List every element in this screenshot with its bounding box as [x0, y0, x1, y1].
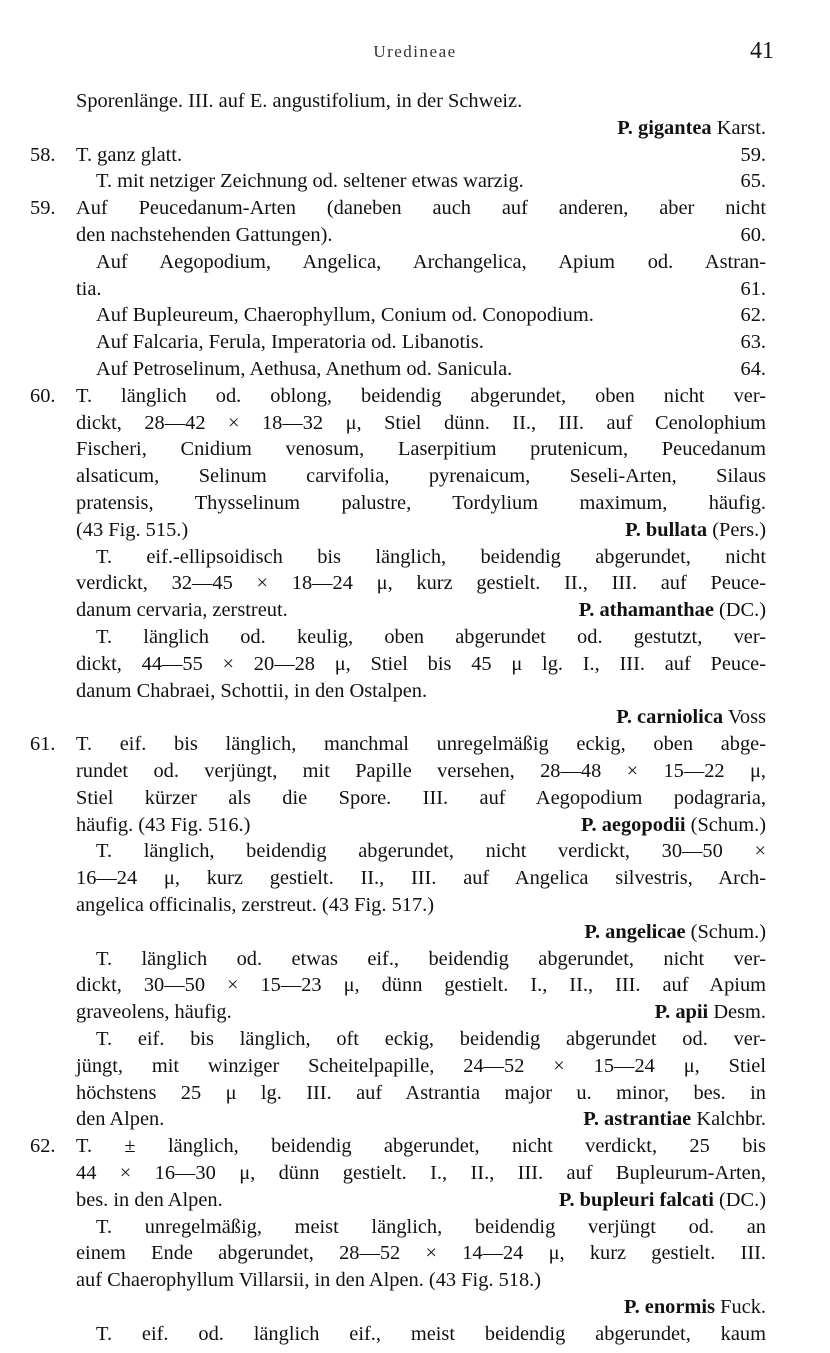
- line-text: T. eif. od. länglich eif., meist beidendig abgerundet, kaum: [96, 1322, 766, 1345]
- line-text: graveolens, häufig.: [76, 1001, 232, 1024]
- line-text: T. länglich od. keulig, oben abgerundet od. gestutzt, ver-: [96, 626, 766, 648]
- line-text: (43 Fig. 515.): [76, 518, 189, 541]
- text-line: [76, 972, 766, 998]
- text-line: [96, 249, 766, 275]
- line-text: auf Chaerophyllum Villarsii, in den Alpen. (43 Fig. 518.): [76, 1269, 542, 1292]
- text-line: [76, 410, 766, 436]
- text-line: [76, 865, 766, 891]
- key-reference: 63.: [740, 331, 766, 354]
- text-line: [96, 838, 766, 864]
- page-number: 41: [750, 38, 774, 64]
- text-line: [96, 1321, 766, 1347]
- line-text: jüngt, mit winziger Scheitelpapille, 24—52 × 15—24 μ, Stiel: [76, 1054, 766, 1077]
- line-text: T. eif. bis länglich, manchmal unregelmäßig eckig, oben abge-: [76, 733, 766, 756]
- species-binomial: P. gigantea: [617, 116, 712, 139]
- text-line: [76, 1240, 766, 1266]
- text-line: [76, 812, 766, 838]
- text-line: [76, 1053, 766, 1079]
- running-header: [0, 40, 830, 64]
- line-text: T. eif. bis länglich, oft eckig, beidendig abgerundet od. ver-: [96, 1028, 766, 1050]
- species-binomial: P. aegopodii: [580, 813, 686, 836]
- species-binomial: P. astrantiae: [583, 1108, 692, 1131]
- line-text: alsaticum, Selinum carvifolia, pyrenaicum, Seseli-Arten, Silaus: [76, 465, 766, 488]
- text-line: [76, 517, 766, 543]
- species-binomial: P. angelicae: [584, 920, 686, 943]
- species-name: P. angelicae (Schum.): [584, 920, 766, 943]
- text-line: [76, 436, 766, 462]
- species-name: P. gigantea Karst.: [617, 116, 766, 139]
- text-line: [76, 785, 766, 811]
- key-number: 59.: [30, 197, 56, 220]
- text-line: [76, 463, 766, 489]
- species-binomial: P. carniolica: [616, 706, 724, 729]
- text-line: [96, 1026, 766, 1052]
- species-name: P. athamanthae (DC.): [578, 599, 766, 622]
- text-line: [96, 1214, 766, 1240]
- text-line: [96, 329, 766, 355]
- species-name: P. enormis Fuck.: [624, 1296, 766, 1318]
- line-text: dickt, 28—42 × 18—32 μ, Stiel dünn. II., III. auf Cenolophium: [76, 411, 766, 434]
- line-text: T. ganz glatt.: [76, 143, 183, 166]
- text-line: [76, 892, 766, 918]
- line-text: T. länglich, beidendig abgerundet, nicht verdickt, 30—50 ×: [96, 840, 766, 863]
- species-name: P. aegopodii (Schum.): [580, 813, 766, 836]
- line-text: danum cervaria, zerstreut.: [76, 599, 288, 622]
- text-line: [30, 142, 766, 168]
- text-line: [76, 570, 766, 596]
- running-title: Uredineae: [373, 42, 457, 61]
- line-text: angelica officinalis, zerstreut. (43 Fig. 517.): [76, 894, 435, 916]
- text-line: [76, 919, 766, 945]
- line-text: 44 × 16—30 μ, dünn gestielt. I., II., III. auf Bupleurum-Arten,: [76, 1162, 766, 1184]
- species-binomial: P. bupleuri falcati: [558, 1188, 714, 1211]
- line-text: den nachstehenden Gattungen).: [76, 224, 333, 246]
- line-text: höchstens 25 μ lg. III. auf Astrantia major u. minor, bes. in: [76, 1081, 766, 1104]
- text-line: [76, 678, 766, 704]
- species-name: P. bupleuri falcati (DC.): [558, 1188, 766, 1211]
- line-text: häufig. (43 Fig. 516.): [76, 813, 251, 836]
- line-text: Auf Falcaria, Ferula, Imperatoria od. Libanotis.: [96, 331, 484, 354]
- text-line: [76, 1106, 766, 1132]
- line-text: einem Ende abgerundet, 28—52 × 14—24 μ, kurz gestielt. III.: [76, 1242, 766, 1265]
- key-number: 62.: [30, 1135, 56, 1158]
- text-line: [30, 1133, 766, 1159]
- text-line: [76, 115, 766, 141]
- line-text: T. mit netziger Zeichnung od. seltener etwas warzig.: [96, 170, 524, 193]
- line-text: rundet od. verjüngt, mit Papille versehen, 28—48 × 15—22 μ,: [76, 760, 766, 782]
- line-text: Stiel kürzer als die Spore. III. auf Aegopodium podagraria,: [76, 786, 766, 809]
- text-line: [76, 597, 766, 623]
- key-number: 60.: [30, 384, 56, 407]
- key-reference: 61.: [740, 277, 766, 300]
- species-name: P. astrantiae Kalchbr.: [583, 1108, 766, 1131]
- text-line: [96, 946, 766, 972]
- line-text: Fischeri, Cnidium venosum, Laserpitium prutenicum, Peucedanum: [76, 438, 766, 461]
- line-text: T. eif.-ellipsoidisch bis länglich, beidendig abgerundet, nicht: [96, 545, 766, 568]
- line-text: Auf Peucedanum-Arten (daneben auch auf anderen, aber nicht: [76, 197, 766, 220]
- line-text: bes. in den Alpen.: [76, 1188, 223, 1211]
- species-name: P. carniolica Voss: [616, 706, 766, 729]
- line-text: dickt, 44—55 × 20—28 μ, Stiel bis 45 μ lg. I., III. auf Peuce-: [76, 652, 766, 675]
- species-binomial: P. enormis: [624, 1296, 716, 1318]
- text-line: [76, 1267, 766, 1293]
- line-text: T. ± länglich, beidendig abgerundet, nicht verdickt, 25 bis: [76, 1135, 766, 1158]
- line-text: Sporenlänge. III. auf E. angustifolium, in der Schweiz.: [76, 90, 523, 112]
- text-line: [76, 222, 766, 248]
- line-text: pratensis, Thysselinum palustre, Tordylium maximum, häufig.: [76, 492, 766, 514]
- line-text: tia.: [76, 277, 102, 300]
- line-text: den Alpen.: [76, 1108, 165, 1131]
- key-reference: 60.: [740, 224, 766, 246]
- species-binomial: P. bullata: [625, 518, 708, 541]
- text-line: [96, 356, 766, 382]
- key-reference: 62.: [740, 304, 766, 327]
- text-line: [76, 276, 766, 302]
- line-text: Auf Petroselinum, Aethusa, Anethum od. Sanicula.: [96, 358, 513, 380]
- key-number: 58.: [30, 143, 56, 166]
- key-reference: 64.: [740, 358, 766, 380]
- key-number: 61.: [30, 733, 56, 756]
- text-line: [76, 704, 766, 730]
- key-reference: 65.: [740, 170, 766, 193]
- text-line: [76, 651, 766, 677]
- species-name: P. apii Desm.: [654, 1001, 766, 1024]
- text-line: [76, 999, 766, 1025]
- text-line: [96, 624, 766, 650]
- text-line: [76, 758, 766, 784]
- text-line: [76, 1160, 766, 1186]
- text-line: [30, 383, 766, 409]
- text-line: [30, 195, 766, 221]
- line-text: T. länglich od. etwas eif., beidendig abgerundet, nicht ver-: [96, 947, 766, 970]
- text-line: [76, 490, 766, 516]
- line-text: dickt, 30—50 × 15—23 μ, dünn gestielt. I., II., III. auf Apium: [76, 974, 766, 997]
- text-line: [96, 544, 766, 570]
- line-text: Auf Bupleureum, Chaerophyllum, Conium od. Conopodium.: [96, 304, 594, 327]
- key-reference: 59.: [740, 143, 766, 166]
- text-line: [96, 168, 766, 194]
- line-text: verdickt, 32—45 × 18—24 μ, kurz gestielt. II., III. auf Peuce-: [76, 572, 766, 595]
- species-binomial: P. athamanthae: [578, 599, 714, 622]
- line-text: 16—24 μ, kurz gestielt. II., III. auf Angelica silvestris, Arch-: [76, 867, 766, 890]
- text-line: [76, 1187, 766, 1213]
- line-text: danum Chabraei, Schottii, in den Ostalpen.: [76, 679, 428, 702]
- species-binomial: P. apii: [654, 1001, 709, 1024]
- text-line: [76, 1294, 766, 1320]
- line-text: T. unregelmäßig, meist länglich, beidendig verjüngt od. an: [96, 1215, 766, 1238]
- text-line: [30, 731, 766, 757]
- line-text: T. länglich od. oblong, beidendig abgerundet, oben nicht ver-: [76, 384, 766, 407]
- line-text: Auf Aegopodium, Angelica, Archangelica, Apium od. Astran-: [96, 250, 766, 273]
- species-name: P. bullata (Pers.): [625, 518, 766, 541]
- text-line: [76, 88, 766, 114]
- text-line: [76, 1080, 766, 1106]
- text-line: [96, 302, 766, 328]
